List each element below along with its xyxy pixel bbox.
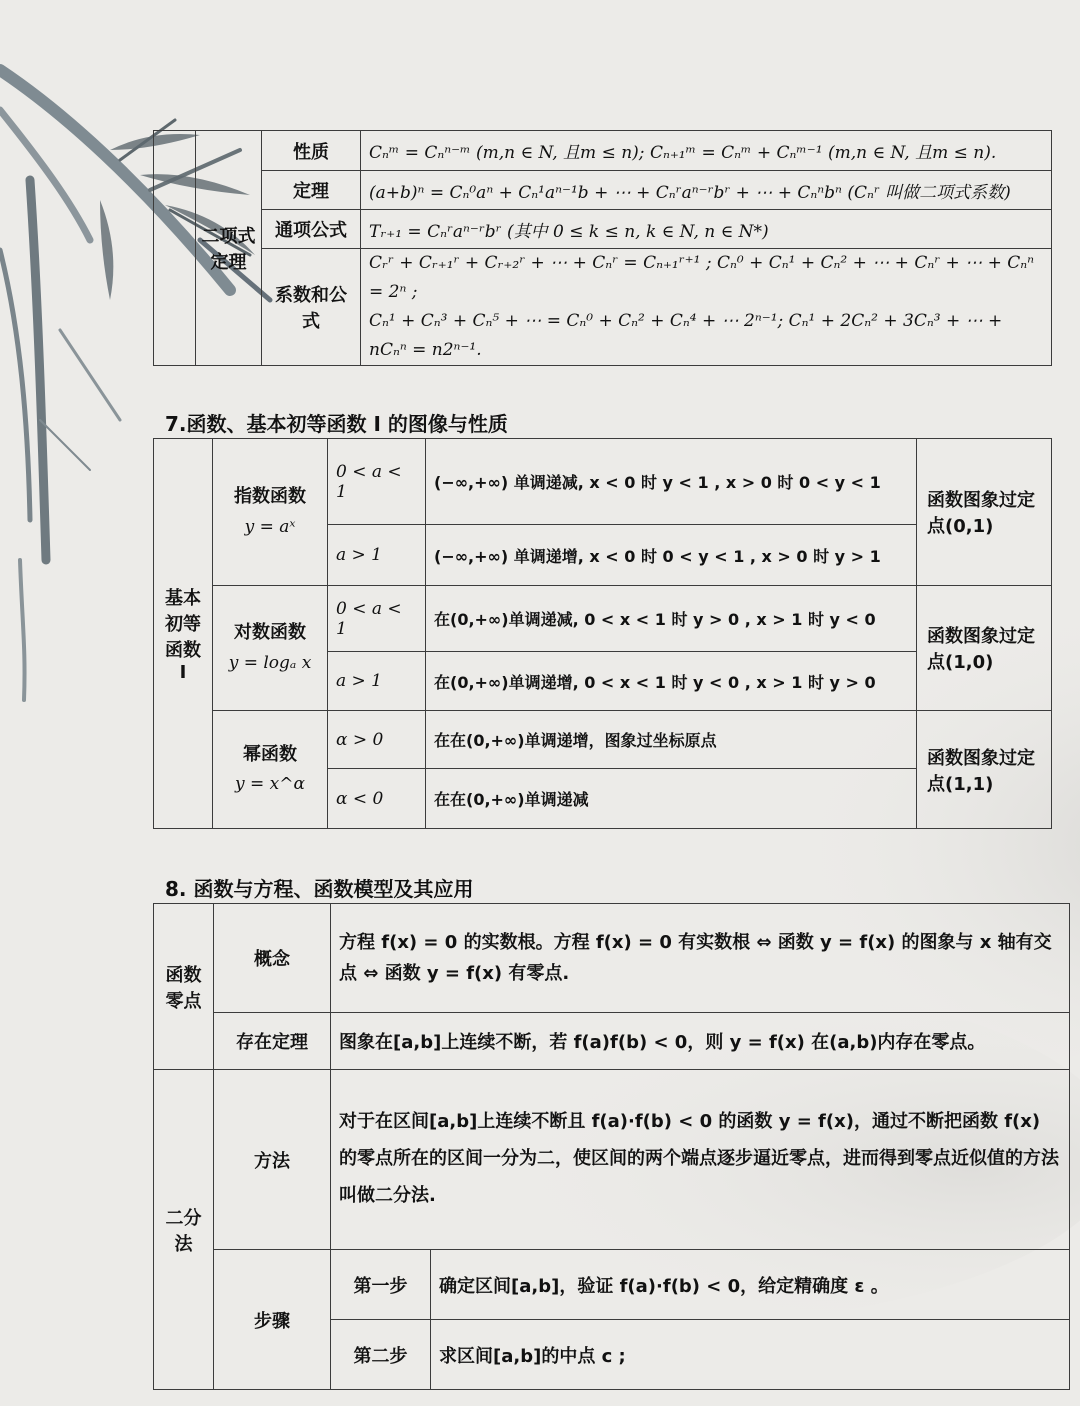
coefficient-sum-line-1: Cᵣʳ + Cᵣ₊₁ʳ + Cᵣ₊₂ʳ + ⋯ + Cₙʳ = Cₙ₊₁ʳ⁺¹ ; Cₙ⁰ + Cₙ¹ + Cₙ² + ⋯ + Cₙʳ + ⋯ + Cₙⁿ = 2ⁿ ; (369, 253, 1035, 302)
function-property: 在在(0,+∞)单调递增，图象过坐标原点 (426, 711, 917, 769)
function-name: 幂函数 (243, 743, 297, 765)
coefficient-sum-line-2: Cₙ¹ + Cₙ³ + Cₙ⁵ + ⋯ = Cₙ⁰ + Cₙ² + Cₙ⁴ + ⋯ 2ⁿ⁻¹; Cₙ¹ + 2Cₙ² + 3Cₙ³ + ⋯ + nCₙⁿ = n2ⁿ⁻¹. (369, 310, 1003, 360)
function-condition: α > 0 (328, 711, 426, 769)
function-formula: y = logₐ x (228, 652, 312, 673)
function-property: 在(0,+∞)单调递减, 0 < x < 1 时 y > 0 , x > 1 时 y < 0 (426, 586, 917, 652)
zero-point-group-label: 函数零点 (154, 904, 214, 1070)
step-label: 第一步 (331, 1250, 431, 1320)
binomial-coefficient-sum (361, 249, 1052, 366)
function-formula: y = aˣ (244, 516, 296, 537)
binomial-theorem: (a+b)ⁿ = Cₙ⁰aⁿ + Cₙ¹aⁿ⁻¹b + ⋯ + Cₙʳaⁿ⁻ʳbʳ + ⋯ + Cₙⁿbⁿ (Cₙʳ 叫做二项式系数) (361, 171, 1052, 210)
function-name: 指数函数 (234, 486, 306, 508)
binomial-row-label: 性质 (262, 131, 361, 171)
step-text: 确定区间[a,b]，验证 f(a)·f(b) < 0，给定精确度 ε 。 (431, 1250, 1070, 1320)
function-formula: y = x^α (235, 774, 305, 795)
function-property: (−∞,+∞) 单调递增, x < 0 时 0 < y < 1 , x > 0 时 y > 1 (426, 525, 917, 586)
binomial-group-label: 二项式定理 (196, 131, 262, 366)
existence-theorem: 图象在[a,b]上连续不断，若 f(a)f(b) < 0，则 y = f(x) 在(a,b)内存在零点。 (331, 1013, 1070, 1070)
function-property: 在在(0,+∞)单调递减 (426, 769, 917, 829)
function-name: 对数函数 (234, 622, 306, 644)
exponential-function-cell (213, 439, 328, 586)
function-property: (−∞,+∞) 单调递减, x < 0 时 y < 1 , x > 0 时 0 < y < 1 (426, 439, 917, 525)
elementary-functions-table (153, 438, 1052, 829)
bisection-group-label: 二分法 (154, 1070, 214, 1390)
section-7-title: 7.函数、基本初等函数 I 的图像与性质 (165, 412, 508, 436)
function-condition: a > 1 (328, 652, 426, 711)
zero-point-concept: 方程 f(x) = 0 的实数根。方程 f(x) = 0 有实数根 ⇔ 函数 y = f(x) 的图象与 x 轴有交点 ⇔ 函数 y = f(x) 有零点. (331, 904, 1070, 1013)
function-condition: 0 < a < 1 (328, 586, 426, 652)
binomial-row-label: 通项公式 (262, 210, 361, 249)
equation-functions-table (153, 903, 1070, 1390)
concept-label: 概念 (214, 904, 331, 1013)
power-function-cell (213, 711, 328, 829)
function-property: 在(0,+∞)单调递增, 0 < x < 1 时 y < 0 , x > 1 时 y > 0 (426, 652, 917, 711)
binomial-row-label: 定理 (262, 171, 361, 210)
section-8-title: 8. 函数与方程、函数模型及其应用 (165, 877, 474, 901)
function-condition: 0 < a < 1 (328, 439, 426, 525)
logarithmic-function-cell (213, 586, 328, 711)
method-label: 方法 (214, 1070, 331, 1250)
binomial-table (153, 130, 1052, 366)
function-condition: a > 1 (328, 525, 426, 586)
function-fixed-point-note: 函数图象过定点(1,1) (917, 711, 1052, 829)
function-fixed-point-note: 函数图象过定点(0,1) (917, 439, 1052, 586)
binomial-general-term: Tᵣ₊₁ = Cₙʳaⁿ⁻ʳbʳ (其中 0 ≤ k ≤ n, k ∈ N, n ∈ N*) (361, 210, 1052, 249)
bisection-method: 对于在区间[a,b]上连续不断且 f(a)·f(b) < 0 的函数 y = f(x)，通过不断把函数 f(x) 的零点所在的区间一分为二，使区间的两个端点逐步逼近零点，进而得到零点近似值的方法叫做二分法. (331, 1070, 1070, 1250)
step-label: 第二步 (331, 1320, 431, 1390)
binomial-property: Cₙᵐ = Cₙⁿ⁻ᵐ (m,n ∈ N, 且m ≤ n); Cₙ₊₁ᵐ = Cₙᵐ + Cₙᵐ⁻¹ (m,n ∈ N, 且m ≤ n). (361, 131, 1052, 171)
steps-label: 步骤 (214, 1250, 331, 1390)
existence-theorem-label: 存在定理 (214, 1013, 331, 1070)
step-text: 求区间[a,b]的中点 c ; (431, 1320, 1070, 1390)
binomial-left-blank (154, 131, 196, 366)
binomial-row-label: 系数和公式 (262, 249, 361, 366)
function-fixed-point-note: 函数图象过定点(1,0) (917, 586, 1052, 711)
function-condition: α < 0 (328, 769, 426, 829)
elementary-group-label: 基本初等函数 I (154, 439, 213, 829)
